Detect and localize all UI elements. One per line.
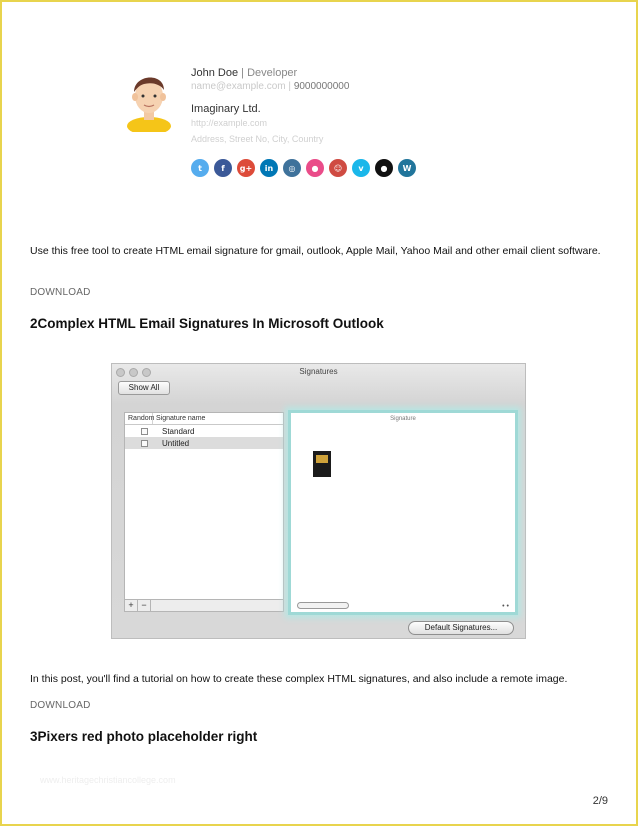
signature-role: Developer [247, 67, 298, 79]
download-link-2[interactable]: DOWNLOAD [30, 700, 91, 711]
section-heading-3: 3Pixers red photo placeholder right [30, 729, 258, 744]
column-signature-name[interactable]: Signature name [156, 415, 206, 422]
linkedin-icon[interactable]: in [260, 159, 278, 177]
facebook-icon[interactable]: f [214, 159, 232, 177]
signature-email[interactable]: name@example.com [191, 81, 286, 92]
instagram-icon[interactable]: ◎ [283, 159, 301, 177]
download-link-1[interactable]: DOWNLOAD [30, 287, 91, 298]
list-item[interactable] [125, 437, 283, 449]
dribbble-icon[interactable]: ● [306, 159, 324, 177]
signature-company: Imaginary Ltd. [191, 103, 261, 115]
add-signature-button[interactable]: + [125, 600, 138, 611]
watermark-text: www.heritagechristiancollege.com [40, 775, 176, 785]
signature-separator: | [241, 67, 248, 79]
random-checkbox[interactable] [141, 440, 148, 447]
remove-signature-button[interactable]: − [138, 600, 151, 611]
column-random[interactable]: Random [125, 413, 153, 424]
user-icon[interactable]: ☺ [329, 159, 347, 177]
signature-website[interactable]: http://example.com [191, 118, 268, 128]
signature-name-line [191, 67, 297, 79]
signature-list [124, 412, 284, 612]
github-icon[interactable]: ● [375, 159, 393, 177]
signature-phone: 9000000000 [293, 81, 350, 92]
paragraph-tutorial: In this post, you'll find a tutorial on how to create these complex HTML signatures, and also include a remote image. [30, 673, 568, 685]
signature-contact-line: name@example.com | 9000000000 [191, 81, 350, 92]
signature-row-name: Standard [162, 426, 195, 436]
signature-address: Address, Street No, City, Country [191, 134, 324, 144]
show-all-button[interactable]: Show All [118, 381, 170, 395]
signature-row-name: Untitled [162, 438, 190, 448]
paragraph-intro: Use this free tool to create HTML email signature for gmail, outlook, Apple Mail, Yahoo Mail and other email client software. [30, 245, 601, 257]
random-checkbox[interactable] [141, 428, 148, 435]
twitter-icon[interactable]: t [191, 159, 209, 177]
social-icons-row [191, 159, 416, 177]
signature-pane-label: Signature [390, 416, 416, 422]
vimeo-icon[interactable]: v [352, 159, 370, 177]
google-plus-icon[interactable]: g+ [237, 159, 255, 177]
signatures-window [111, 363, 526, 639]
window-titlebar [112, 364, 525, 382]
horizontal-scrollbar[interactable] [297, 602, 349, 609]
page-number: 2/9 [592, 795, 608, 807]
avatar-illustration [122, 70, 176, 132]
signature-image-thumbnail [313, 451, 331, 477]
list-footer [124, 599, 284, 612]
thumbnail-graphic [316, 455, 328, 463]
list-item[interactable] [125, 425, 283, 437]
signature-list-header [125, 413, 283, 425]
pane-resize-dots: • • [502, 603, 509, 610]
window-title: Signatures [299, 367, 338, 376]
signature-editor-pane[interactable] [288, 410, 518, 615]
wordpress-icon[interactable]: W [398, 159, 416, 177]
section-heading-2: 2Complex HTML Email Signatures In Microsoft Outlook [30, 316, 384, 331]
signature-name: John Doe [191, 67, 239, 79]
default-signatures-button[interactable]: Default Signatures... [408, 621, 514, 635]
